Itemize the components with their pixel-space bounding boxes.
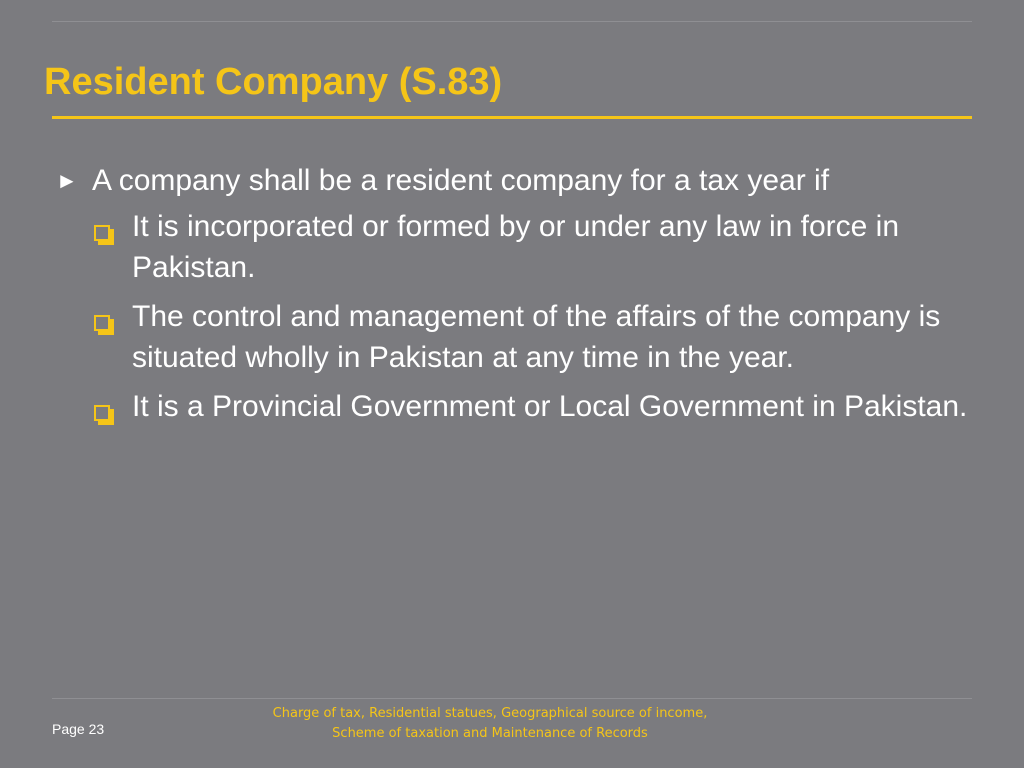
page-number: Page 23: [52, 721, 105, 737]
footer-caption: [240, 704, 740, 744]
list-item-text: It is a Provincial Government or Local Government in Pakistan.: [132, 390, 968, 423]
main-bullet-text: A company shall be a resident company for a tax year if: [92, 164, 830, 197]
list-item-text: It is incorporated or formed by or under any law in force in Pakistan.: [132, 210, 900, 284]
checkbox-icon: [94, 395, 132, 436]
top-divider: [52, 21, 972, 22]
list-item: [94, 296, 976, 378]
list-item: [94, 206, 976, 288]
sub-bullet-list: [56, 206, 976, 427]
title-underline: [52, 116, 972, 119]
main-bullet: [56, 160, 976, 201]
slide-body: [56, 160, 976, 435]
list-item: [94, 386, 976, 427]
footer-line-1: Charge of tax, Residential statues, Geographical source of income,: [272, 706, 708, 721]
slide-title: Resident Company (S.83): [44, 61, 503, 103]
footer-divider: [52, 698, 972, 699]
checkbox-icon: [94, 305, 132, 346]
footer-line-2: Scheme of taxation and Maintenance of Records: [332, 726, 648, 741]
right-pointer-icon: ►: [56, 168, 78, 193]
list-item-text: The control and management of the affairs of the company is situated wholly in Pakistan at any time in the year.: [132, 300, 941, 374]
checkbox-icon: [94, 215, 132, 256]
